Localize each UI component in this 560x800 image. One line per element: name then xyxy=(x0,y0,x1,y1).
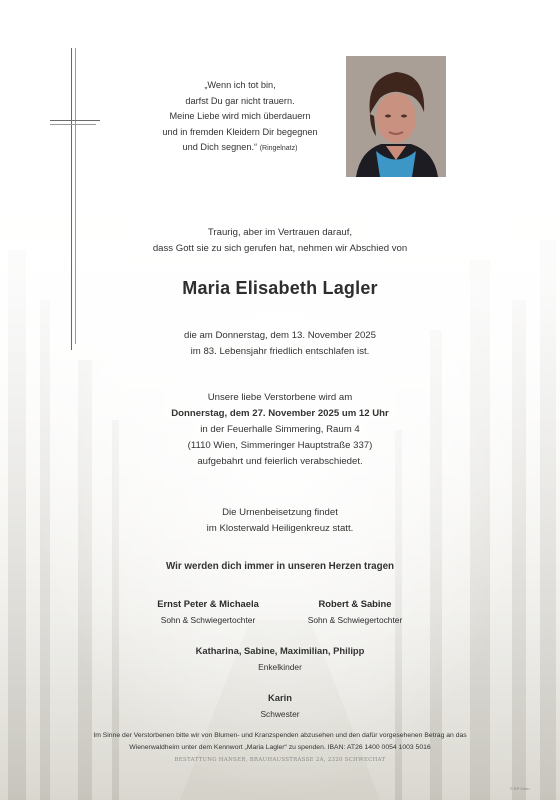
cross-icon xyxy=(50,48,100,350)
quote-line: und in fremden Kleidern Dir begegnen xyxy=(162,126,318,137)
quote-line: darfst Du gar nicht trauern. xyxy=(185,95,295,106)
mourner-names: Karin xyxy=(268,692,292,703)
quote-line: „Wenn ich tot bin, xyxy=(204,80,276,90)
funeral-address: (1110 Wien, Simmeringer Hauptstraße 337) xyxy=(187,440,373,451)
death-line: die am Donnerstag, dem 13. November 2025 xyxy=(184,330,376,341)
mourner-sister xyxy=(0,690,560,722)
funeral-line: in der Feuerhalle Simmering, Raum 4 xyxy=(200,424,360,435)
notice-line: Wienerwaldheim unter dem Kennwort „Maria Lagler“ zu spenden. IBAN: AT26 1400 0054 1003 5016 xyxy=(129,744,431,751)
undertaker-imprint: BESTATTUNG HANSER, BRAUHAUSSTRASSE 2A, 2320 SCHWECHAT xyxy=(174,757,386,763)
mourner-names: Robert & Sabine xyxy=(318,598,392,609)
intro-line: dass Gott sie zu sich gerufen hat, nehmen wir Abschied von xyxy=(152,243,408,254)
mourner-right xyxy=(255,596,455,628)
mourner-relation: Sohn & Schwiegertochter xyxy=(160,615,256,625)
death-info xyxy=(0,328,560,360)
death-line: im 83. Lebensjahr friedlich entschlafen ist. xyxy=(190,346,370,357)
mourner-relation: Sohn & Schwiegertochter xyxy=(307,615,403,625)
quote-line: und Dich segnen.“ xyxy=(182,142,258,152)
funeral-line: aufgebahrt und feierlich verabschiedet. xyxy=(197,456,363,467)
urn-info xyxy=(0,505,560,537)
funeral-line: Unsere liebe Verstorbene wird am xyxy=(207,392,353,403)
notice-line: Im Sinne der Verstorbenen bitte wir von Blumen- und Kranzspenden abzusehen und den dafür vorgesehenen Betrag an das xyxy=(93,732,467,739)
funeral-date-time: Donnerstag, dem 27. November 2025 um 12 Uhr xyxy=(171,408,389,419)
motto: Wir werden dich immer in unseren Herzen tragen xyxy=(165,561,395,572)
copyright: © BP Wien xyxy=(510,786,530,791)
mourner-names: Katharina, Sabine, Maximilian, Philipp xyxy=(195,645,365,656)
quote xyxy=(150,78,330,157)
mourner-grandchildren xyxy=(0,643,560,675)
quote-line-last xyxy=(150,140,330,157)
portrait-photo xyxy=(346,56,446,177)
quote-author: (Ringelnatz) xyxy=(259,145,298,152)
donation-notice xyxy=(0,730,560,754)
urn-line: Die Urnenbeisetzung findet xyxy=(222,507,338,518)
intro-text xyxy=(0,225,560,257)
intro-line: Traurig, aber im Vertrauen darauf, xyxy=(207,227,353,238)
mourner-names: Ernst Peter & Michaela xyxy=(157,598,259,609)
mourner-relation: Schwester xyxy=(260,709,300,719)
quote-line: Meine Liebe wird mich überdauern xyxy=(169,111,311,121)
mourner-relation: Enkelkinder xyxy=(258,662,302,672)
funeral-info xyxy=(0,390,560,470)
urn-line: im Klosterwald Heiligenkreuz statt. xyxy=(206,523,354,534)
deceased-name: Maria Elisabeth Lagler xyxy=(182,278,378,298)
